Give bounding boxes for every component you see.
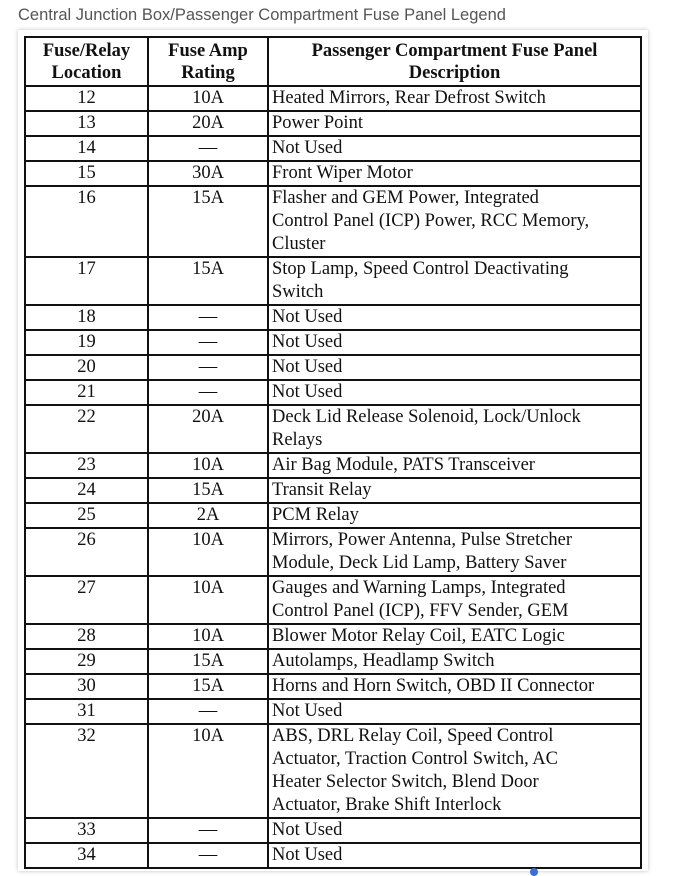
header-description-line-2: Description	[408, 63, 501, 83]
fuse-location-cell: 24	[25, 478, 148, 503]
fuse-description-cell	[268, 380, 641, 405]
fuse-location-cell: 26	[25, 528, 148, 576]
fuse-description-cell	[268, 576, 641, 624]
description-line: Not Used	[272, 820, 343, 840]
fuse-rating-cell: 10A	[148, 86, 268, 111]
header-location	[25, 37, 148, 86]
fuse-location-cell: 33	[25, 818, 148, 843]
description-line: ABS, DRL Relay Coil, Speed Control	[272, 726, 554, 746]
fuse-rating-cell: 10A	[148, 453, 268, 478]
table-row	[25, 649, 641, 674]
description-line: Actuator, Brake Shift Interlock	[272, 795, 502, 815]
fuse-description-cell	[268, 649, 641, 674]
header-rating	[148, 37, 268, 86]
fuse-location-cell: 27	[25, 576, 148, 624]
fuse-location-cell: 25	[25, 503, 148, 528]
fuse-table-body	[25, 86, 641, 868]
table-row	[25, 355, 641, 380]
header-description	[268, 37, 641, 86]
fuse-description-cell	[268, 478, 641, 503]
fuse-location-cell: 29	[25, 649, 148, 674]
description-line: Not Used	[272, 357, 343, 377]
table-row	[25, 843, 641, 868]
fuse-description-cell	[268, 136, 641, 161]
description-line: Control Panel (ICP) Power, RCC Memory,	[272, 211, 590, 231]
fuse-description-cell	[268, 186, 641, 257]
description-line: Not Used	[272, 332, 343, 352]
fuse-description-cell	[268, 355, 641, 380]
fuse-location-cell: 16	[25, 186, 148, 257]
description-line: Autolamps, Headlamp Switch	[272, 651, 495, 671]
description-line: Control Panel (ICP), FFV Sender, GEM	[272, 601, 569, 621]
fuse-location-cell: 12	[25, 86, 148, 111]
table-row	[25, 503, 641, 528]
header-location-line-2: Location	[51, 63, 122, 83]
description-line: Stop Lamp, Speed Control Deactivating	[272, 259, 569, 279]
fuse-rating-cell: —	[148, 330, 268, 355]
table-row	[25, 136, 641, 161]
description-line: PCM Relay	[272, 505, 359, 525]
fuse-description-cell	[268, 257, 641, 305]
fuse-rating-cell: —	[148, 818, 268, 843]
table-row	[25, 478, 641, 503]
fuse-location-cell: 28	[25, 624, 148, 649]
fuse-rating-cell: 15A	[148, 186, 268, 257]
fuse-legend-sheet	[18, 30, 648, 871]
table-row	[25, 699, 641, 724]
fuse-location-cell: 19	[25, 330, 148, 355]
description-line: Blower Motor Relay Coil, EATC Logic	[272, 626, 565, 646]
fuse-rating-cell: 10A	[148, 576, 268, 624]
fuse-rating-cell: 30A	[148, 161, 268, 186]
fuse-description-cell	[268, 111, 641, 136]
fuse-description-cell	[268, 161, 641, 186]
description-line: Flasher and GEM Power, Integrated	[272, 188, 539, 208]
header-description-line-1: Passenger Compartment Fuse Panel	[311, 41, 598, 61]
fuse-rating-cell: 10A	[148, 624, 268, 649]
description-line: Deck Lid Release Solenoid, Lock/Unlock	[272, 407, 581, 427]
table-row	[25, 453, 641, 478]
fuse-description-cell	[268, 818, 641, 843]
fuse-rating-cell: —	[148, 699, 268, 724]
table-row	[25, 528, 641, 576]
fuse-description-cell	[268, 843, 641, 868]
description-line: Air Bag Module, PATS Transceiver	[272, 455, 535, 475]
fuse-location-cell: 22	[25, 405, 148, 453]
description-line: Transit Relay	[272, 480, 372, 500]
description-line: Power Point	[272, 113, 363, 133]
table-row	[25, 818, 641, 843]
fuse-rating-cell: 15A	[148, 478, 268, 503]
table-row	[25, 380, 641, 405]
description-line: Horns and Horn Switch, OBD II Connector	[272, 676, 595, 696]
table-row	[25, 161, 641, 186]
fuse-rating-cell: —	[148, 355, 268, 380]
fuse-location-cell: 20	[25, 355, 148, 380]
fuse-location-cell: 18	[25, 305, 148, 330]
fuse-rating-cell: —	[148, 843, 268, 868]
fuse-location-cell: 17	[25, 257, 148, 305]
description-line: Front Wiper Motor	[272, 163, 413, 183]
fuse-description-cell	[268, 305, 641, 330]
description-line: Mirrors, Power Antenna, Pulse Stretcher	[272, 530, 573, 550]
fuse-description-cell	[268, 699, 641, 724]
fuse-rating-cell: 15A	[148, 674, 268, 699]
fuse-location-cell: 23	[25, 453, 148, 478]
description-line: Actuator, Traction Control Switch, AC	[272, 749, 559, 769]
table-row	[25, 576, 641, 624]
table-header-row	[25, 37, 641, 86]
description-line: Cluster	[272, 234, 326, 254]
fuse-description-cell	[268, 86, 641, 111]
table-row	[25, 257, 641, 305]
table-row	[25, 186, 641, 257]
description-line: Not Used	[272, 382, 343, 402]
description-line: Not Used	[272, 307, 343, 327]
fuse-location-cell: 31	[25, 699, 148, 724]
fuse-rating-cell: —	[148, 380, 268, 405]
fuse-rating-cell: —	[148, 136, 268, 161]
description-line: Not Used	[272, 845, 343, 865]
fuse-rating-cell: 20A	[148, 111, 268, 136]
table-row	[25, 624, 641, 649]
description-line: Not Used	[272, 138, 343, 158]
fuse-rating-cell: 2A	[148, 503, 268, 528]
fuse-rating-cell: —	[148, 305, 268, 330]
fuse-location-cell: 15	[25, 161, 148, 186]
description-line: Gauges and Warning Lamps, Integrated	[272, 578, 566, 598]
header-location-line-1: Fuse/Relay	[42, 41, 131, 61]
table-row	[25, 305, 641, 330]
table-row	[25, 724, 641, 818]
fuse-description-cell	[268, 453, 641, 478]
fuse-description-cell	[268, 674, 641, 699]
fuse-location-cell: 30	[25, 674, 148, 699]
fuse-rating-cell: 15A	[148, 649, 268, 674]
fuse-location-cell: 32	[25, 724, 148, 818]
table-row	[25, 86, 641, 111]
fuse-rating-cell: 10A	[148, 528, 268, 576]
fuse-description-cell	[268, 503, 641, 528]
table-row	[25, 405, 641, 453]
description-line: Relays	[272, 430, 323, 450]
fuse-description-cell	[268, 405, 641, 453]
table-row	[25, 330, 641, 355]
fuse-location-cell: 21	[25, 380, 148, 405]
fuse-rating-cell: 20A	[148, 405, 268, 453]
fuse-description-cell	[268, 624, 641, 649]
fuse-panel-table	[24, 36, 642, 869]
fuse-description-cell	[268, 330, 641, 355]
table-row	[25, 111, 641, 136]
fuse-description-cell	[268, 724, 641, 818]
table-row	[25, 674, 641, 699]
fuse-location-cell: 34	[25, 843, 148, 868]
header-rating-line-1: Fuse Amp	[168, 41, 248, 61]
fuse-location-cell: 13	[25, 111, 148, 136]
description-line: Switch	[272, 282, 324, 302]
description-line: Heater Selector Switch, Blend Door	[272, 772, 539, 792]
page-caption: Central Junction Box/Passenger Compartment Fuse Panel Legend	[18, 6, 506, 24]
fuse-description-cell	[268, 528, 641, 576]
description-line: Heated Mirrors, Rear Defrost Switch	[272, 88, 546, 108]
fuse-rating-cell: 10A	[148, 724, 268, 818]
fuse-location-cell: 14	[25, 136, 148, 161]
description-line: Module, Deck Lid Lamp, Battery Saver	[272, 553, 567, 573]
scroll-indicator-icon	[530, 868, 538, 876]
fuse-rating-cell: 15A	[148, 257, 268, 305]
header-rating-line-2: Rating	[181, 63, 235, 83]
description-line: Not Used	[272, 701, 343, 721]
